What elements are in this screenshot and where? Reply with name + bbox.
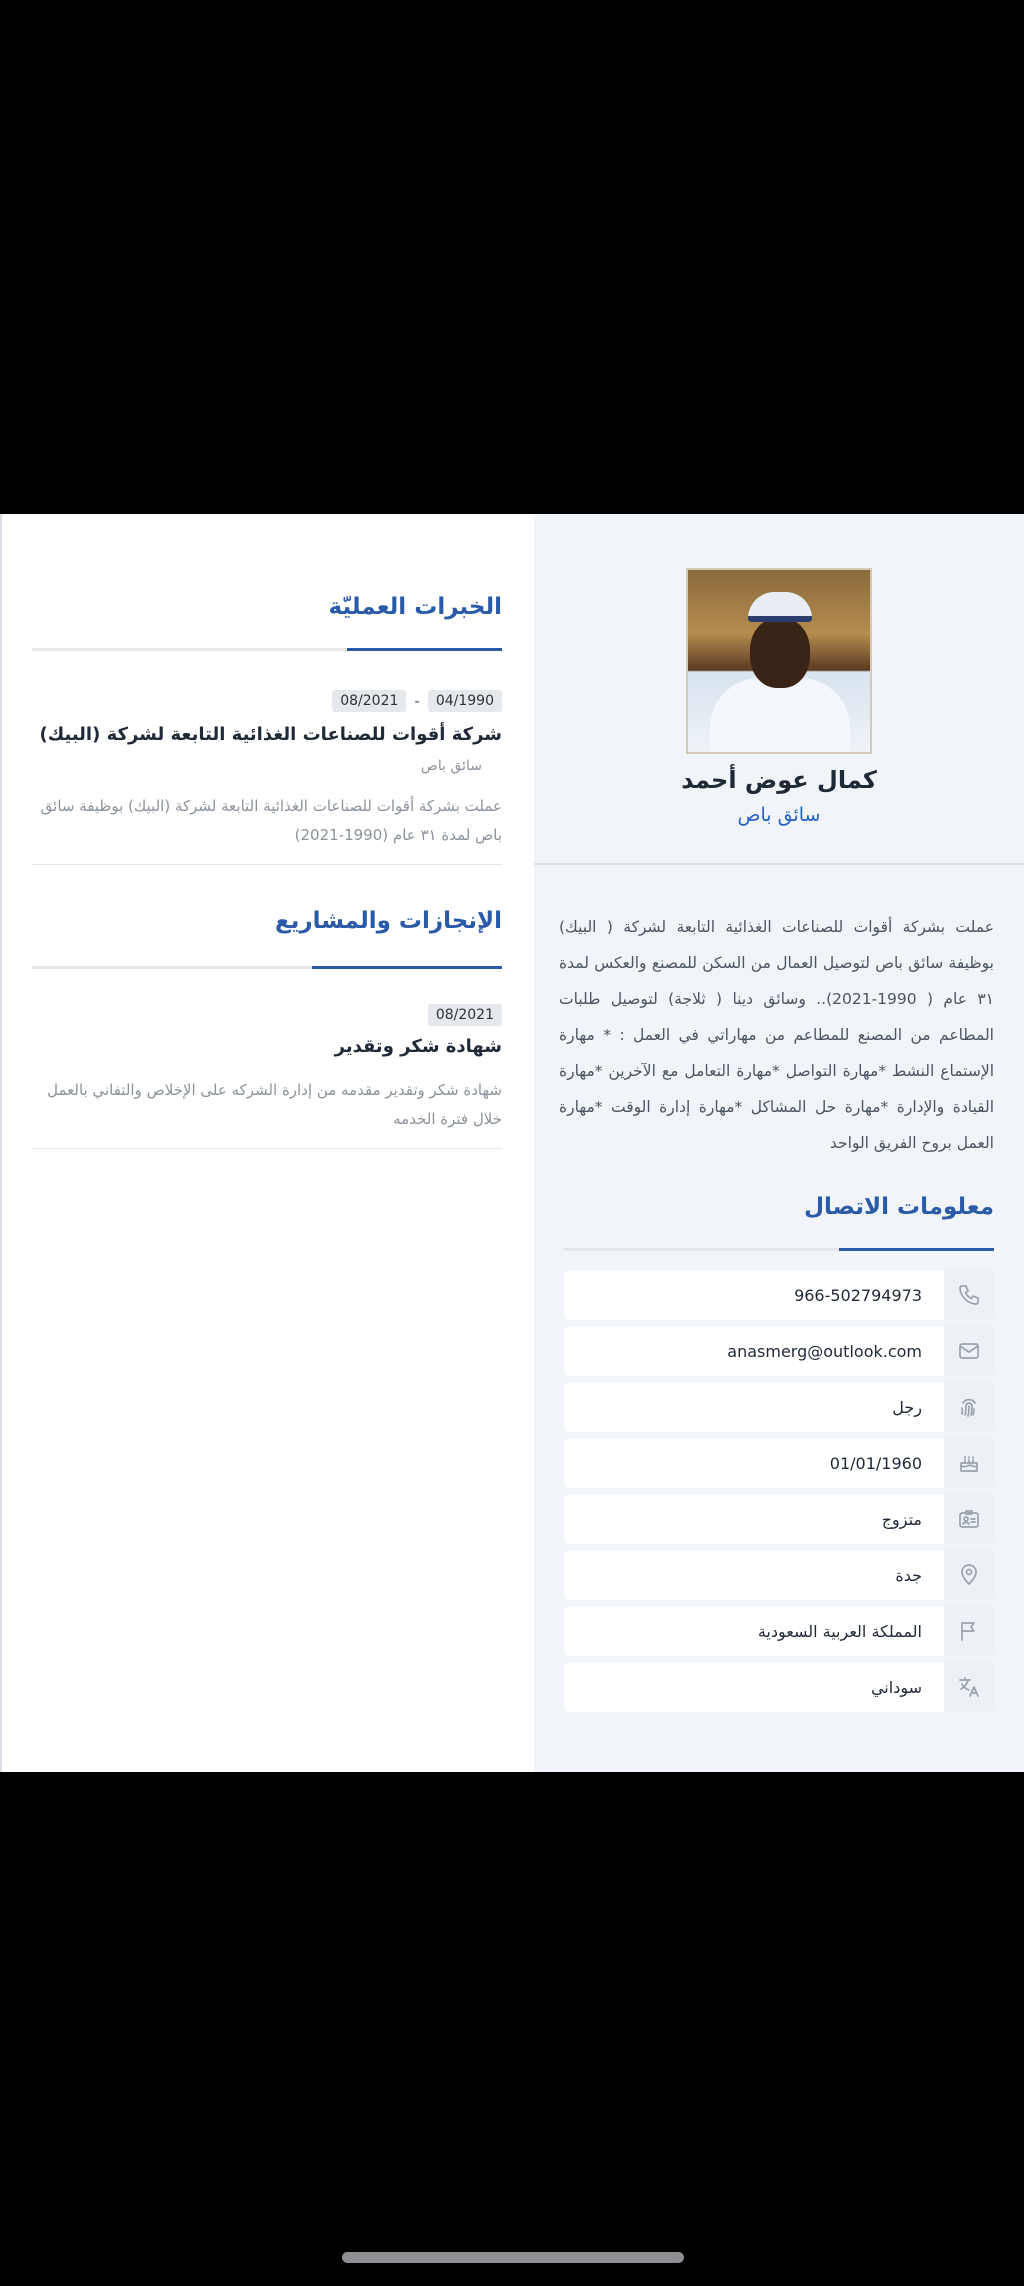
resume-main [0,514,534,1772]
achievements-title-underline [32,966,502,969]
experience-title-underline [32,648,502,651]
date-separator: - [414,692,420,710]
achievements-section-title: الإنجازات والمشاريع [275,908,502,934]
contact-nationality: سوداني [870,1677,922,1697]
contact-title-underline [564,1248,994,1251]
experience-start-date: 04/1990 [428,690,502,712]
fingerprint-icon [944,1382,994,1432]
contact-row-nationality [564,1662,994,1712]
contact-list [564,1270,994,1718]
mail-icon [944,1326,994,1376]
profile-job-title: سائق باص [737,804,821,826]
profile-name: كمال عوض أحمد [681,766,877,794]
achievement-date: 08/2021 [428,1004,502,1026]
experience-end-date: 08/2021 [332,690,406,712]
contact-row-gender [564,1382,994,1432]
contact-phone[interactable]: 966-502794973 [794,1285,922,1305]
id-card-icon [944,1494,994,1544]
achievement-description: شهادة شكر وتقدير مقدمه من إدارة الشركه على الإخلاص والتفاني بالعمل خلال فترة الخدمه [47,1081,502,1128]
cake-icon [944,1438,994,1488]
location-pin-icon [944,1550,994,1600]
experience-dates [332,690,502,712]
achievement-title: شهادة شكر وتقدير [334,1036,502,1057]
achievement-separator [32,1148,502,1149]
resume-sidebar [534,514,1024,1772]
contact-row-city [564,1550,994,1600]
contact-row-marital [564,1494,994,1544]
profile-photo [686,568,872,754]
translate-icon [944,1662,994,1712]
contact-email[interactable]: anasmerg@outlook.com [727,1341,922,1361]
contact-country: المملكة العربية السعودية [757,1621,922,1641]
experience-separator [32,864,502,865]
achievement-dates [428,1004,502,1026]
experience-description: عملت بشركة أقوات للصناعات الغذائية التابعة لشركة (البيك) بوظيفة سائق باص لمدة ٣١ عام (1990-2021) [40,797,502,844]
experience-role: سائق باص [420,758,482,774]
experience-section-title: الخبرات العمليّة [328,594,502,620]
contact-row-birthdate [564,1438,994,1488]
contact-row-country [564,1606,994,1656]
profile-summary: عملت بشركة أقوات للصناعات الغذائية التابعة لشركة ( البيك) بوظيفة سائق باص لتوصيل العمال من السكن للمصنع والعكس لمدة ٣١ عام ( 1990-2021).. وسائق دينا ( ثلاجة) لتوصيل طلبات المطاعم من المصنع للمطاعم من مهاراتي في العمل : * مهارة الإستماع النشط *مهارة التواصل *مهارة التعامل مع الآخرين *مهارة القيادة والإدارة *مهارة حل المشاكل *مهارة إدارة الوقت *مهارة العمل بروح الفريق الواحد [559,918,994,1152]
contact-city: جدة [895,1565,922,1585]
contact-birthdate: 01/01/1960 [829,1453,922,1473]
sidebar-divider [534,863,1024,865]
contact-row-phone [564,1270,994,1320]
home-indicator[interactable] [342,2252,684,2263]
contact-gender: رجل [892,1397,922,1417]
contact-row-email [564,1326,994,1376]
flag-icon [944,1606,994,1656]
experience-company: شركة أقوات للصناعات الغذائية التابعة لشركة (البيك) [39,724,502,745]
contact-section-title: معلومات الاتصال [804,1194,994,1220]
resume-page [0,514,1024,1772]
phone-icon [944,1270,994,1320]
contact-marital-status: متزوج [881,1509,922,1529]
